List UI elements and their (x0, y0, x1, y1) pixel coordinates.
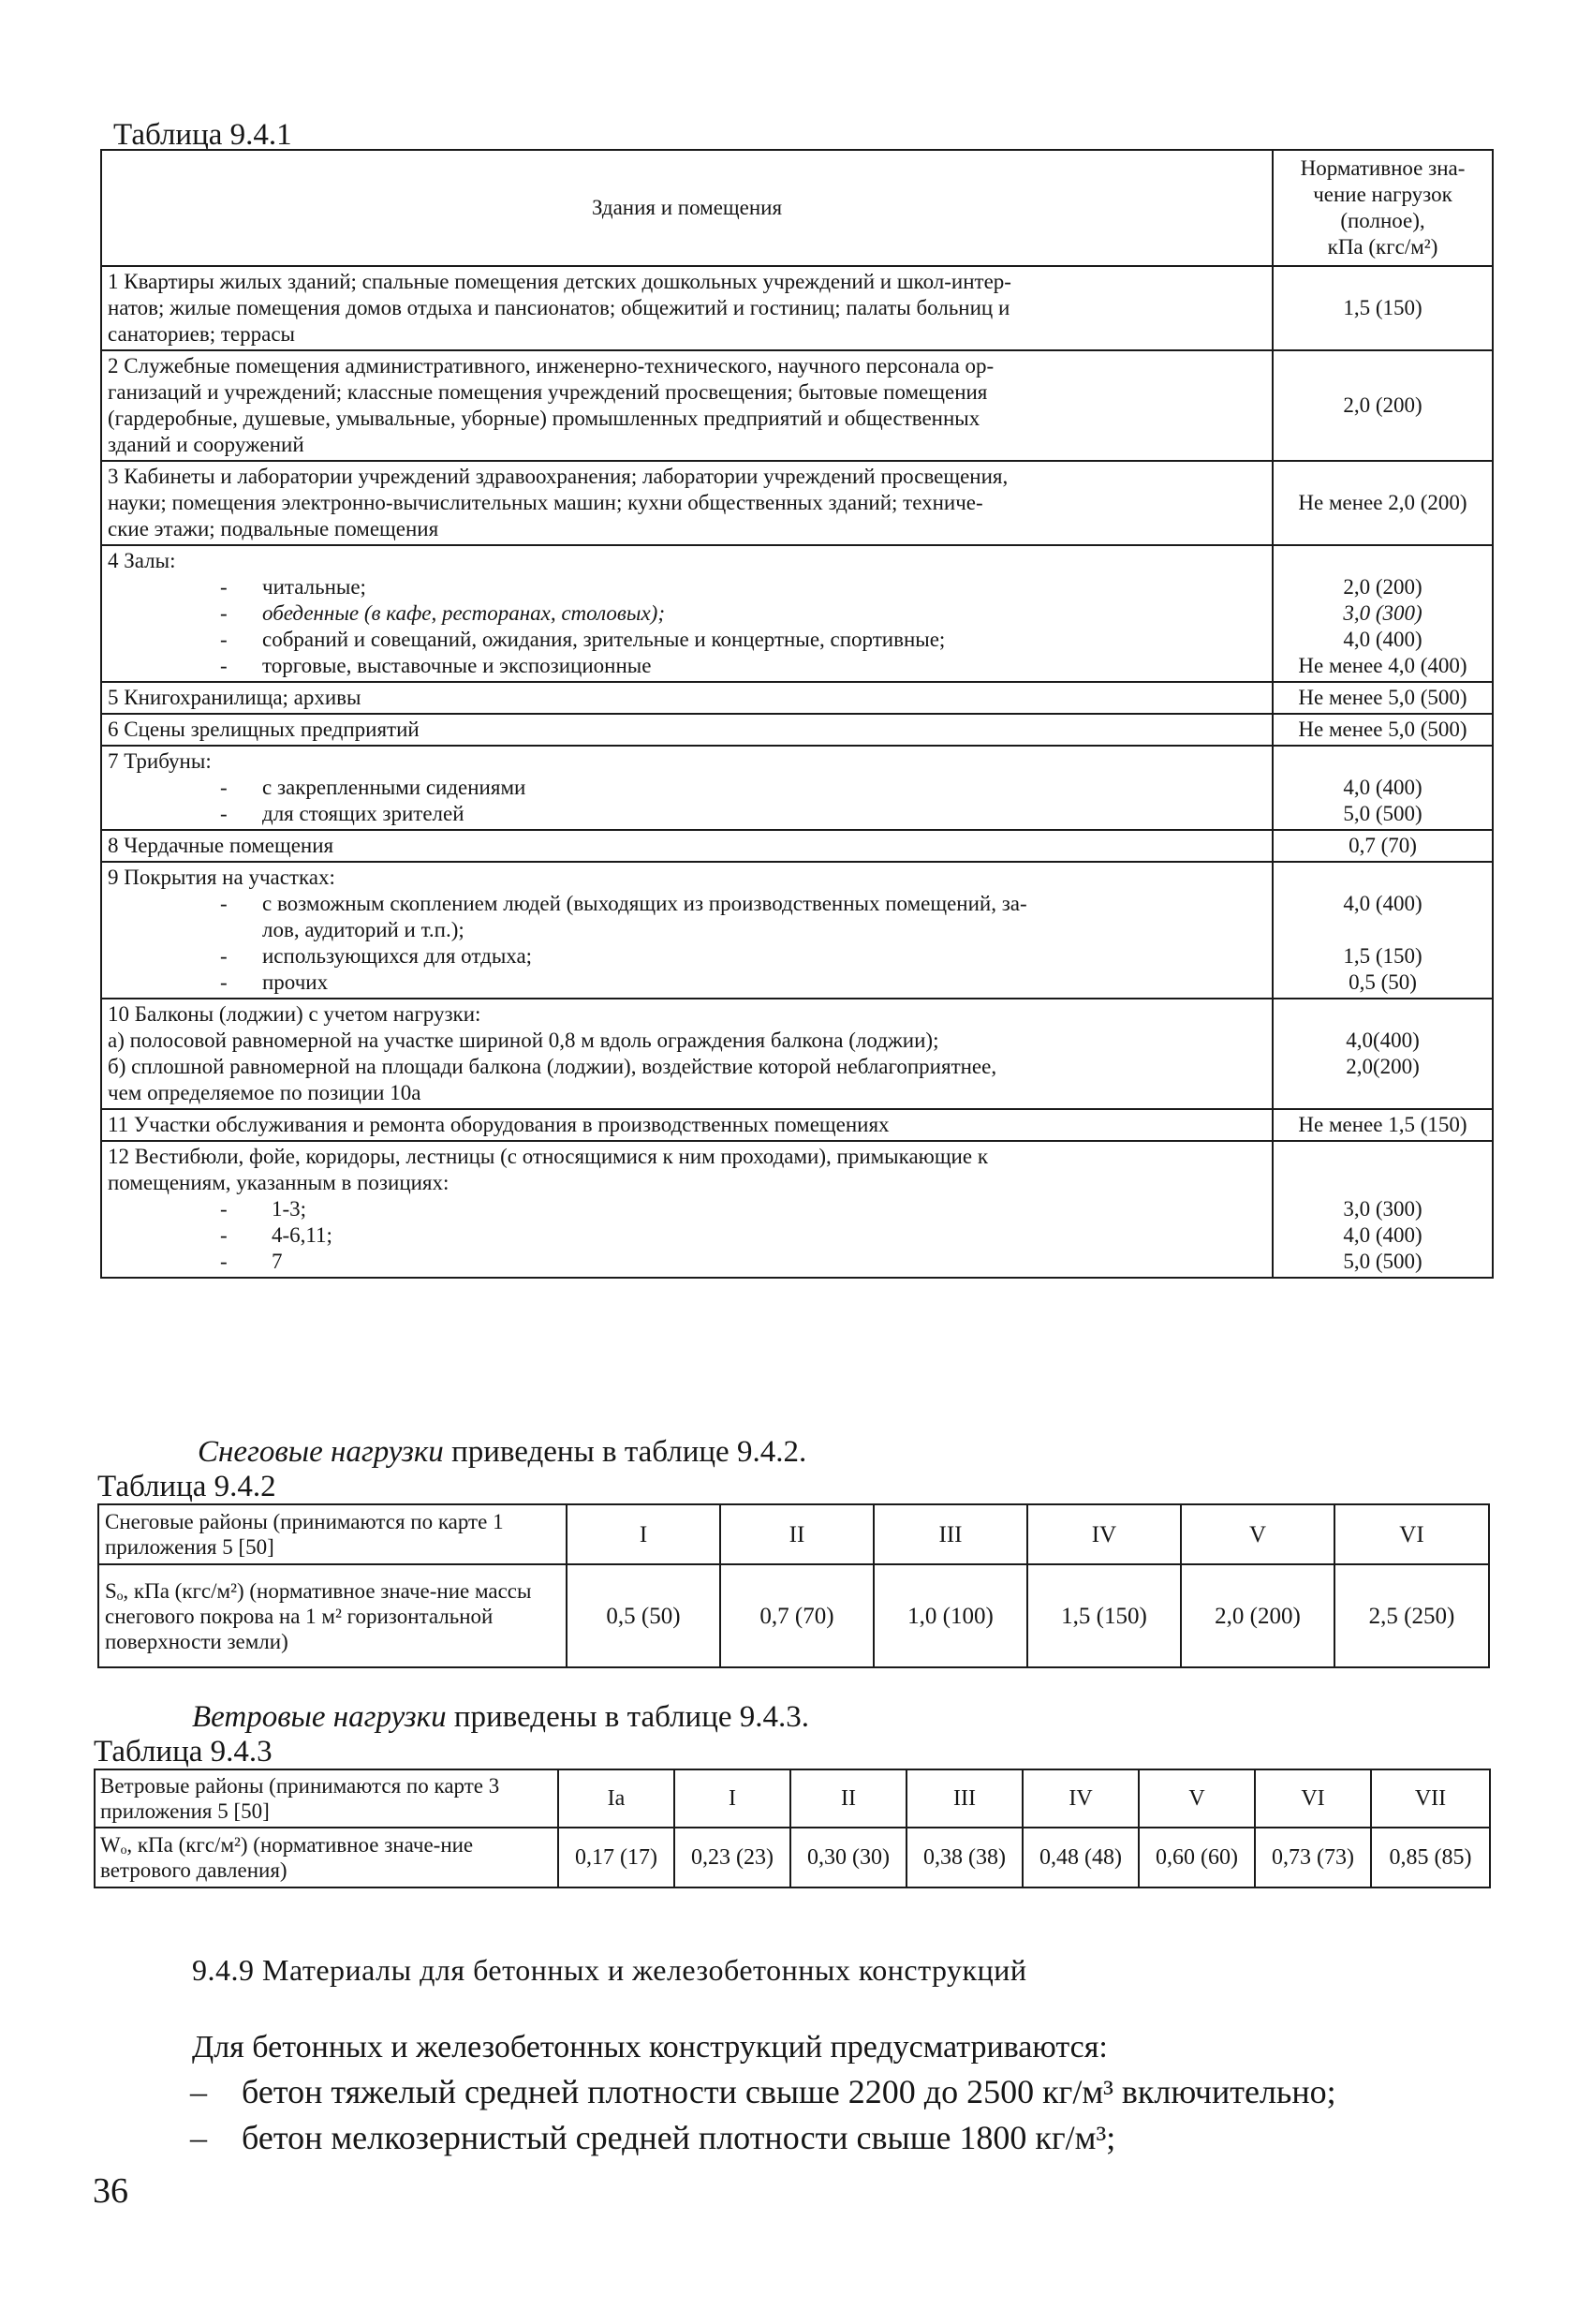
wind-values-row (95, 1828, 1490, 1887)
snow-values-label: Sₒ, кПа (кгс/м²) (нормативное значе-ние массы снегового покрова на 1 м² горизонтальной поверхности земли) (98, 1564, 567, 1667)
table-header-row (101, 150, 1493, 266)
snow-regions-row (98, 1504, 1489, 1564)
page-number: 36 (93, 2171, 128, 2211)
snow-value: 1,5 (150) (1027, 1564, 1181, 1667)
wind-region: VII (1371, 1769, 1490, 1828)
row-text: 3 Кабинеты и лаборатории учреждений здравоохранения; лаборатории учреждений просвещения, науки; помещения электронно-вычислительных машин; кухни общественных зданий; техниче- ские этажи; подвальные помещения (101, 461, 1273, 545)
row-text: 2 Служебные помещения административного, инженерно-технического, научного персонала ор- ганизаций и учреждений; классные помещения учреждений просвещения; бытовые помещения (гардеробные, душевые, умывальные, уборные) промышленных предприятий и общественных зданий и сооружений (101, 350, 1273, 461)
row-value: 0,7 (70) (1273, 830, 1493, 862)
table-9-4-1-caption: Таблица 9.4.1 (113, 118, 292, 152)
row-values: 4,0(400) 2,0(200) (1273, 999, 1493, 1109)
table-row (101, 714, 1493, 746)
snow-region: I (567, 1504, 720, 1564)
wind-region: II (790, 1769, 907, 1828)
table-9-4-3-caption: Таблица 9.4.3 (94, 1735, 273, 1769)
row-text: 8 Чердачные помещения (101, 830, 1273, 862)
wind-value: 0,17 (17) (558, 1828, 674, 1887)
row-text: 6 Сцены зрелищных предприятий (101, 714, 1273, 746)
section-intro: Для бетонных и железобетонных конструкций предусматриваются: (192, 2030, 1108, 2065)
row-value: Не менее 2,0 (200) (1273, 461, 1493, 545)
wind-region: I (674, 1769, 790, 1828)
snow-region: IV (1027, 1504, 1181, 1564)
wind-regions-label: Ветровые районы (принимаются по карте 3 приложения 5 [50] (95, 1769, 558, 1828)
row-text: 1 Квартиры жилых зданий; спальные помещения детских дошкольных учреждений и школ-интер- натов; жилые помещения домов отдыха и пансионатов; общежитий и гостиниц; палаты больниц и санаториев; террасы (101, 266, 1273, 350)
section-heading: 9.4.9 Материалы для бетонных и железобетонных конструкций (192, 1953, 1027, 1987)
snow-value: 0,7 (70) (720, 1564, 874, 1667)
table-9-4-2 (97, 1503, 1490, 1668)
row-text: 7 Трибуны: - с закрепленными сидениями - для стоящих зрителей (101, 746, 1273, 830)
table-9-4-2-caption: Таблица 9.4.2 (97, 1470, 276, 1503)
row-values: 4,0 (400) 5,0 (500) (1273, 746, 1493, 830)
list-item: – бетон мелкозернистый средней плотности свыше 1800 кг/м³; (190, 2119, 1116, 2156)
snow-value: 1,0 (100) (874, 1564, 1027, 1667)
wind-value: 0,73 (73) (1255, 1828, 1371, 1887)
table-row (101, 461, 1493, 545)
table-9-4-1 (100, 149, 1494, 1279)
wind-region: V (1139, 1769, 1255, 1828)
snow-regions-label: Снеговые районы (принимаются по карте 1 приложения 5 [50] (98, 1504, 567, 1564)
row-value: Не менее 5,0 (500) (1273, 714, 1493, 746)
wind-regions-row (95, 1769, 1490, 1828)
wind-value: 0,48 (48) (1023, 1828, 1139, 1887)
wind-loads-intro: Ветровые нагрузки приведены в таблице 9.4.3. (192, 1700, 810, 1734)
table-row (101, 999, 1493, 1109)
snow-value: 2,0 (200) (1181, 1564, 1334, 1667)
row-text: 9 Покрытия на участках: - с возможным скоплением людей (выходящих из производственных помещений, за- лов, аудиторий и т.п.); - использующихся для отдыха; - прочих (101, 862, 1273, 999)
row-values: 2,0 (200) 3,0 (300) 4,0 (400) Не менее 4,0 (400) (1273, 545, 1493, 682)
wind-value: 0,30 (30) (790, 1828, 907, 1887)
row-value: Не менее 5,0 (500) (1273, 682, 1493, 714)
snow-region: VI (1334, 1504, 1489, 1564)
wind-region: IV (1023, 1769, 1139, 1828)
wind-values-label: Wₒ, кПа (кгс/м²) (нормативное значе-ние ветрового давления) (95, 1828, 558, 1887)
table-row (101, 1109, 1493, 1141)
row-values: 3,0 (300) 4,0 (400) 5,0 (500) (1273, 1141, 1493, 1278)
list-item: – бетон тяжелый средней плотности свыше 2200 до 2500 кг/м³ включительно; (190, 2073, 1336, 2110)
snow-region: V (1181, 1504, 1334, 1564)
row-text: 12 Вестибюли, фойе, коридоры, лестницы (с относящимися к ним проходами), примыкающие к помещениям, указанным в позициях: - 1-3; - 4-6,11; - 7 (101, 1141, 1273, 1278)
wind-region: III (907, 1769, 1023, 1828)
header-buildings: Здания и помещения (101, 150, 1273, 266)
wind-value: 0,85 (85) (1371, 1828, 1490, 1887)
table-row (101, 545, 1493, 682)
table-row (101, 266, 1493, 350)
snow-loads-intro: Снеговые нагрузки приведены в таблице 9.4.2. (198, 1435, 807, 1469)
snow-region: III (874, 1504, 1027, 1564)
table-9-4-3 (94, 1769, 1491, 1888)
wind-value: 0,23 (23) (674, 1828, 790, 1887)
row-text: 4 Залы: - читальные; - обеденные (в кафе, ресторанах, столовых); - собраний и совещаний, ожидания, зрительные и концертные, спортивные; - торговые, выставочные и экспозиционные (101, 545, 1273, 682)
wind-value: 0,60 (60) (1139, 1828, 1255, 1887)
row-text: 10 Балконы (лоджии) с учетом нагрузки: а) полосовой равномерной на участке шириной 0,8 м вдоль ограждения балкона (лоджии); б) сплошной равномерной на площади балкона (лоджии), воздействие которой неблагоприятнее, чем определяемое по позиции 10а (101, 999, 1273, 1109)
wind-region: VI (1255, 1769, 1371, 1828)
snow-value: 0,5 (50) (567, 1564, 720, 1667)
snow-value: 2,5 (250) (1334, 1564, 1489, 1667)
header-norm-value: Нормативное зна- чение нагрузок (полное), кПа (кгс/м²) (1273, 150, 1493, 266)
row-value: 2,0 (200) (1273, 350, 1493, 461)
snow-values-row (98, 1564, 1489, 1667)
table-row (101, 350, 1493, 461)
wind-value: 0,38 (38) (907, 1828, 1023, 1887)
row-value: Не менее 1,5 (150) (1273, 1109, 1493, 1141)
row-values: 4,0 (400) 1,5 (150) 0,5 (50) (1273, 862, 1493, 999)
table-row (101, 1141, 1493, 1278)
row-value: 1,5 (150) (1273, 266, 1493, 350)
table-row (101, 746, 1493, 830)
table-row (101, 830, 1493, 862)
table-row (101, 682, 1493, 714)
wind-region: Ia (558, 1769, 674, 1828)
snow-region: II (720, 1504, 874, 1564)
table-row (101, 862, 1493, 999)
row-text: 5 Книгохранилища; архивы (101, 682, 1273, 714)
row-text: 11 Участки обслуживания и ремонта оборудования в производственных помещениях (101, 1109, 1273, 1141)
